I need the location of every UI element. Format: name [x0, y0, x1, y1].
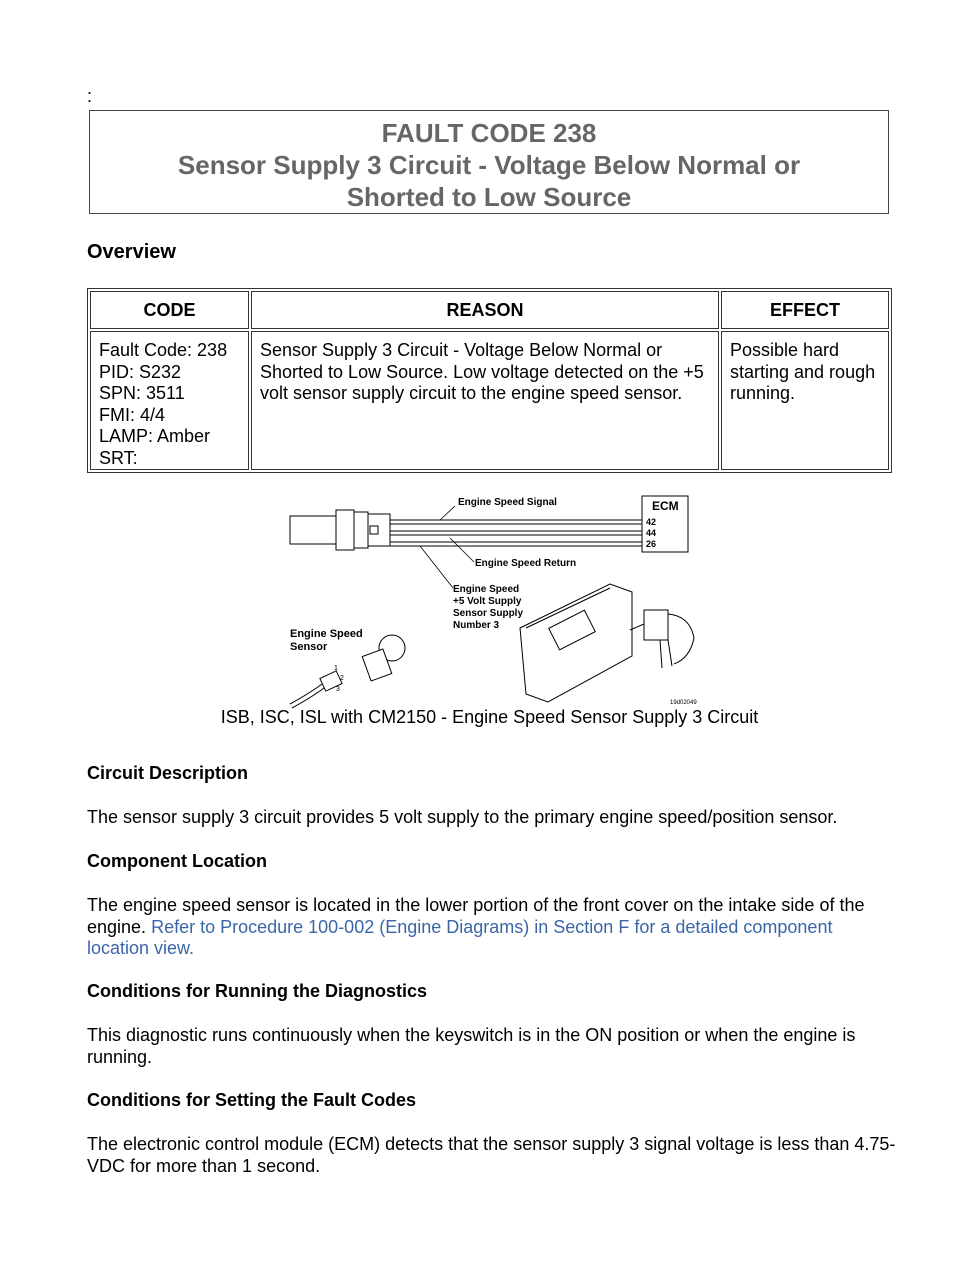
code-line: LAMP: Amber	[99, 426, 211, 446]
code-line: PID: S232	[99, 361, 182, 382]
diagram-reference: 19d02049	[670, 700, 697, 706]
sensor-pin: 3	[336, 686, 340, 693]
ecm-pin: 26	[646, 539, 657, 549]
code-cell	[90, 331, 249, 470]
label-engine-speed-return: Engine Speed Return	[475, 558, 577, 569]
component-location-heading: Component Location	[87, 851, 267, 871]
fault-code-title: FAULT CODE 238	[381, 118, 597, 148]
header-effect: EFFECT	[721, 291, 889, 329]
table-header-row	[90, 291, 889, 329]
label-supply-line: Number 3	[453, 620, 500, 631]
running-diagnostics-heading: Conditions for Running the Diagnostics	[87, 981, 427, 1001]
code-line: SRT:	[99, 447, 138, 468]
wires	[390, 520, 642, 546]
procedure-link[interactable]: Refer to Procedure 100-002 (Engine Diagrams) in Section F for a detailed component location view.	[87, 916, 833, 958]
code-line: FMI: 4/4	[99, 404, 166, 425]
label-supply-line: Engine Speed	[453, 584, 520, 595]
component-location-text	[87, 895, 897, 960]
ecm-module-icon	[520, 584, 694, 702]
title-box	[89, 110, 889, 214]
code-line: Fault Code: 238	[99, 340, 228, 360]
label-supply-line: +5 Volt Supply	[453, 596, 522, 607]
ecm-pin: 44	[646, 528, 657, 538]
header-reason: REASON	[251, 291, 719, 329]
circuit-description-heading: Circuit Description	[87, 763, 249, 783]
reason-cell: Sensor Supply 3 Circuit - Voltage Below Normal or Shorted to Low Source. Low voltage detected on the +5 volt sensor supply circuit to the engine speed sensor.	[251, 331, 719, 470]
component-location-body: The engine speed sensor is located in the lower portion of the front cover on the intake side of the engine.	[87, 895, 865, 937]
ecm-label: ECM	[652, 499, 679, 513]
overview-heading: Overview	[87, 241, 176, 263]
setting-fault-codes-text: The electronic control module (ECM) detects that the sensor supply 3 signal voltage is less than 4.75-VDC for more than 1 second.	[87, 1134, 896, 1176]
fault-code-table	[87, 288, 892, 473]
sensor-pin: 1	[334, 665, 338, 672]
ecm-pin: 42	[646, 517, 657, 527]
circuit-diagram	[270, 488, 710, 710]
page-marker: :	[87, 86, 93, 106]
diagram-caption: ISB, ISC, ISL with CM2150 - Engine Speed Sensor Supply 3 Circuit	[220, 707, 759, 727]
label-supply-line: Sensor Supply	[453, 608, 524, 619]
table-row	[90, 331, 889, 470]
label-engine-speed-signal: Engine Speed Signal	[458, 497, 557, 508]
running-diagnostics-text: This diagnostic runs continuously when the keyswitch is in the ON position or when the engine is running.	[87, 1025, 856, 1067]
setting-fault-codes-heading: Conditions for Setting the Fault Codes	[87, 1090, 416, 1110]
sensor-pin: 2	[340, 675, 344, 682]
harness-connector	[290, 510, 390, 550]
header-code: CODE	[90, 291, 249, 329]
label-sensor-line: Engine Speed	[290, 628, 363, 640]
code-line: SPN: 3511	[99, 383, 185, 403]
label-sensor-line: Sensor	[290, 641, 328, 653]
effect-cell: Possible hard starting and rough running.	[721, 331, 889, 470]
fault-code-subtitle: Sensor Supply 3 Circuit - Voltage Below Normal or Shorted to Low Source	[177, 150, 801, 212]
circuit-description-text: The sensor supply 3 circuit provides 5 volt supply to the primary engine speed/position sensor.	[87, 807, 838, 827]
